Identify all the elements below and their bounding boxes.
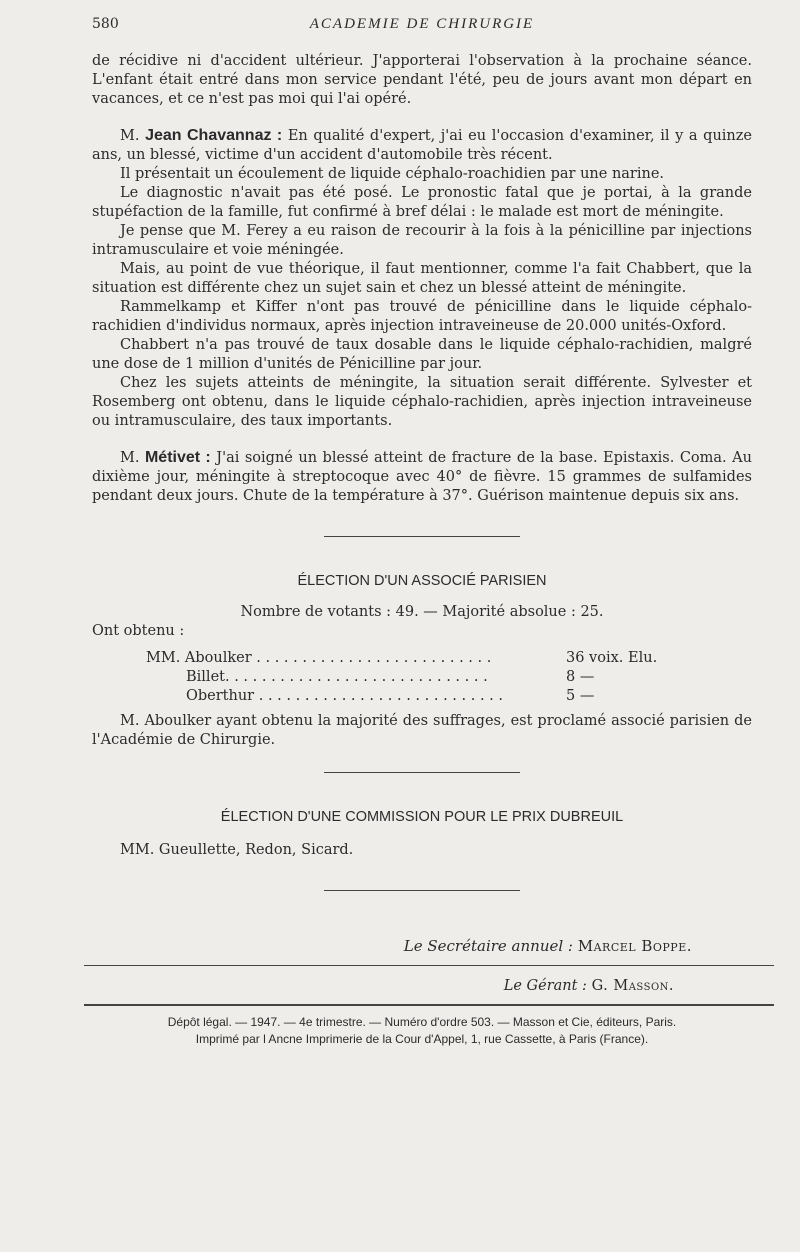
paragraph: Je pense que M. Ferey a eu raison de recourir à la fois à la pénicilline par injections intramusculaire et voie méningée.	[92, 223, 752, 258]
chavannaz-text: En qualité d'expert, j'ai eu l'occasion d'examiner, il y a quinze ans, un blessé, victime d'un accident d'automobile très récent.	[92, 128, 752, 163]
secretary-name: Marcel Boppe.	[577, 937, 692, 955]
paragraph: Le diagnostic n'avait pas été posé. Le pronostic fatal que je portai, à la grande stupéfaction de la famille, fut confirmé à bref délai : le malade est mort de méningite.	[92, 185, 752, 220]
vote-count: Nombre de votants : 49. — Majorité absolue : 25.	[240, 604, 604, 620]
candidate-row	[92, 687, 752, 706]
election-heading: ÉLECTION D'UN ASSOCIÉ PARISIEN	[297, 573, 547, 589]
gerant-label: Le Gérant :	[503, 978, 592, 994]
speaker-prefix: M.	[120, 450, 145, 466]
paragraph: Rammelkamp et Kiffer n'ont pas trouvé de pénicilline dans le liquide céphalo-rachidien d'individus normaux, après injection intraveineuse de 20.000 unités-Oxford.	[92, 299, 752, 334]
candidate-votes: 8 —	[566, 669, 595, 685]
gerant-name: G. Masson.	[591, 978, 674, 994]
secretary-signature	[92, 937, 752, 955]
candidate-name: Oberthur . . . . . . . . . . . . . . . . . . . . . . . . . . .	[186, 688, 504, 704]
speaker-name: Jean Chavannaz :	[145, 127, 283, 144]
paragraph: Il présentait un écoulement de liquide céphalo-roachidien par une narine.	[120, 166, 665, 182]
candidate-name: MM. Aboulker . . . . . . . . . . . . . . . . . . . . . . . . . .	[146, 650, 492, 666]
secretary-label: Le Secrétaire annuel :	[403, 937, 578, 955]
candidate-votes: 5 —	[566, 688, 595, 704]
candidate-row	[92, 668, 752, 687]
article-body	[92, 52, 752, 1048]
paragraph: Chabbert n'a pas trouvé de taux dosable dans le liquide céphalo-rachidien, malgré une dose de 1 million d'unités de Pénicilline par jour.	[92, 337, 752, 372]
page-number: 580	[92, 16, 119, 32]
journal-title: ACADEMIE DE CHIRURGIE	[309, 16, 535, 32]
speaker-prefix: M.	[120, 128, 146, 144]
paragraph: Mais, au point de vue théorique, il faut mentionner, comme l'a fait Chabbert, que la situation est différente chez un sujet sain et chez un blessé atteint de méningite.	[92, 261, 752, 296]
paragraph: Chez les sujets atteints de méningite, la situation serait différente. Sylvester et Rosemberg ont obtenu, dans le liquide céphalo-rachidien, après injection intraveineuse ou intramusculaire, des taux importants.	[92, 375, 752, 429]
printer-line: Imprimé par l Ancne Imprimerie de la Cour d'Appel, 1, rue Cassette, à Paris (France).	[195, 1032, 649, 1046]
metivet-text: J'ai soigné un blessé atteint de fracture de la base. Epistaxis. Coma. Au dixième jour, méningite à streptocoque avec 40° de fièvre. 15 grammes de sulfamides pendant deux jours. Chute de la température à 37°. Guérison maintenue depuis six ans.	[92, 450, 752, 504]
running-header	[92, 16, 752, 40]
candidate-row	[92, 649, 752, 668]
election-result: M. Aboulker ayant obtenu la majorité des suffrages, est proclamé associé parisien de l'Académie de Chirurgie.	[92, 713, 752, 748]
chavannaz-intervention	[92, 126, 752, 165]
candidate-name: Billet. . . . . . . . . . . . . . . . . . . . . . . . . . . . .	[186, 669, 488, 685]
imprint-line: Dépôt légal. — 1947. — 4e trimestre. — Numéro d'ordre 503. — Masson et Cie, éditeurs, Paris.	[167, 1015, 677, 1029]
paragraph-continuation: de récidive ni d'accident ultérieur. J'apporterai l'observation à la prochaine séance. L'enfant était entré dans mon service pendant l'été, peu de jours avant mon départ en vacances, et ce n'est pas moi qui l'ai opéré.	[92, 53, 752, 107]
candidate-votes: 36 voix. Elu.	[566, 650, 658, 666]
commission-members: MM. Gueullette, Redon, Sicard.	[120, 842, 354, 858]
obtained-label: Ont obtenu :	[92, 623, 185, 639]
speaker-name: Métivet :	[144, 449, 211, 466]
gerant-signature	[92, 978, 752, 994]
commission-heading: ÉLECTION D'UNE COMMISSION POUR LE PRIX DUBREUIL	[220, 809, 624, 825]
metivet-intervention	[92, 448, 752, 506]
